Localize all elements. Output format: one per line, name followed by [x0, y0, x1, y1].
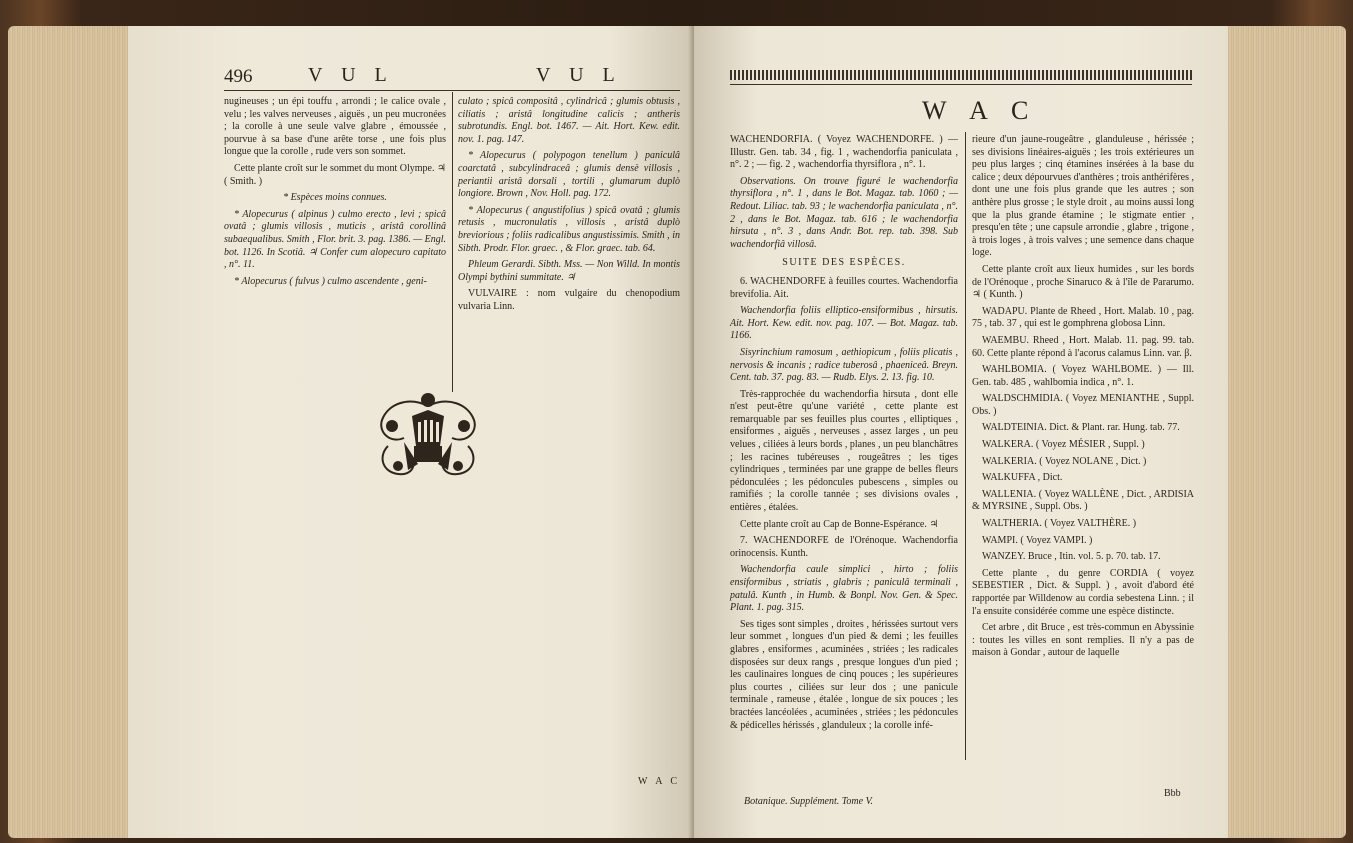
entry: WALDTEINIA. Dict. & Plant. rar. Hung. tab. 77. — [982, 422, 1180, 434]
left-column-2 — [458, 96, 680, 318]
entry: WAHLBOMIA. ( Voyez WAHLBOME. ) — Ill. Gen. tab. 485 , wahlbomia indica , n°. 1. — [972, 364, 1194, 388]
signature-mark: Bbb — [1164, 788, 1181, 799]
page-number: 496 — [224, 66, 253, 87]
catchword: W A C — [638, 776, 681, 787]
entry: WAMPI. ( Voyez VAMPI. ) — [982, 534, 1093, 546]
right-page-edges — [1228, 26, 1346, 838]
paragraph: culato ; spicâ compositâ , cylindricâ ; glumis obtusis , ciliatis ; aristâ longitudine calicis ; antheris subrotundis. Engl. bot. 1467. — Ait. Hort. Kew. edit. nov. 1. pag. 147. — [458, 96, 680, 145]
left-page-edges — [8, 26, 128, 838]
paragraph: Cette plante croît aux lieux humides , sur les bords de l'Orénoque , proche Sinaruco & à l'île de Pararumo. ♃ ( Kunth. ) — [972, 263, 1194, 301]
paragraph: Cette plante croît sur le sommet du mont Olympe. ♃ ( Smith. ) — [224, 162, 446, 187]
running-head-left: V U L — [308, 64, 394, 86]
column-divider — [452, 92, 453, 392]
right-column-2 — [972, 134, 1194, 664]
paragraph: Observations. On trouve figuré le wachendorfia thyrsiflora , n°. 1 , dans le Bot. Magaz. tab. 1060 ; — Redout. Liliac. tab. 93 ; le wachendorfia paniculata , n°. 2 , dans le Bot. Magaz. tab. 616 ; le wachendorfia hirsuta , n°. 3 , dans Andr. Bot. rep. tab. 398. Sub wachendorfiâ villosâ. — [730, 175, 958, 250]
page-footer: Botanique. Supplément. Tome V. — [744, 796, 873, 807]
entry: WALKERIA. ( Voyez NOLANE , Dict. ) — [982, 455, 1147, 467]
right-page — [694, 26, 1228, 838]
running-head: W A C — [922, 96, 1038, 125]
left-page — [128, 26, 694, 838]
left-column-1 — [224, 96, 446, 292]
paragraph: * Alopecurus ( alpinus ) culmo erecto , levi ; spicâ ovatâ ; glumis villosis , muticis , aristâ corollinâ subaequalibus. Smith , Flor. brit. 3. pag. 1386. — Engl. bot. 1126. In Scotiâ. ♃ Confer cum alopecuro capitato , n°. 11. — [224, 208, 446, 271]
header-ornament-line — [730, 84, 1192, 85]
paragraph: Cette plante croît au Cap de Bonne-Espérance. ♃ — [740, 518, 939, 530]
entry: WALDSCHMIDIA. ( Voyez MENIANTHE , Suppl. Obs. ) — [972, 393, 1194, 417]
paragraph: nugineuses ; un épi touffu , arrondi ; le calice ovale , velu ; les valves nerveuses , aiguës , un peu mucronées ; la corolle à une seule valve glabre , émoussée , pourvue à sa base d'une arête torse , une fois plus longue que la corolle , rude vers son sommet. — [224, 96, 446, 158]
paragraph: * Alopecurus ( polypogon tenellum ) paniculâ coarctatâ , subcylindraceâ ; glumis densè villosis , periantii aristâ dorsali , tortili , glumarum duplò longiore. Brown , Nov. Holl. pag. 172. — [458, 150, 680, 200]
paragraph: Sisyrinchium ramosum , aethiopicum , foliis plicatis , nervosis & incanis ; radice tuberosâ , phaeniceâ. Breyn. Cent. tab. 37. pag. 83. — Rudb. Elys. 2. 13. fig. 10. — [730, 346, 958, 384]
entry: WALKERA. ( Voyez MÉSIER , Suppl. ) — [982, 439, 1145, 451]
paragraph: Ses tiges sont simples , droites , hérissées surtout vers leur sommet , longues d'un pied & demi ; les feuilles glabres , ensiformes , acuminées , striées ; les radicales disposées sur deux rangs , presque longues d'un pied ; les caulinaires longues de cinq pouces ; les supérieures plus courtes , ciliées sur leur dos ; une panicule terminale , rameuse , étalée , longue de six pouces ; les bractées lancéolées , acuminées , striées ; les pédoncules & pédicelles hérissés , glanduleux ; la corolle infé- — [730, 618, 958, 731]
entry: WALLENIA. ( Voyez WALLÈNE , Dict. , ARDISIA & MYRSINE , Suppl. Obs. ) — [972, 488, 1194, 513]
header-ornament-band — [730, 70, 1192, 80]
paragraph: WACHENDORFIA. ( Voyez WACHENDORFE. ) — Illustr. Gen. tab. 34 , fig. 1 , wachendorfia paniculata , n°. 2 ; — fig. 2 , wachendorfia thyrsiflora , n°. 1. — [730, 134, 958, 171]
entry: WALTHERIA. ( Voyez VALTHÈRE. ) — [982, 518, 1137, 530]
paragraph: VULVAIRE : nom vulgaire du chenopodium vulvaria Linn. — [458, 288, 680, 312]
paragraph: * Alopecurus ( fulvus ) culmo ascendente , geni- — [234, 275, 427, 287]
running-head-right: V U L — [536, 64, 622, 86]
entry: WALKUFFA , Dict. — [982, 472, 1063, 484]
paragraph: 7. WACHENDORFE de l'Orénoque. Wachendorfia orinocensis. Kunth. — [730, 535, 958, 559]
paragraph: rieure d'un jaune-rougeâtre , glanduleuse , hérissée ; ses divisions linéaires-aiguës ; les trois extérieures un peu plus larges ; cinq étamines insérées à la base du calice ; deux dépourvues d'anthères ; trois anthérifères , dont une une fois plus grande que les autres ; son anthère plus grosse ; le style droit , au moins aussi long que la plus grande étamine ; le stigmate entier , presqu'en tête ; une capsule arrondie , glabre , trigone , à trois loges , à trois valves ; une semence dans chaque loge. — [972, 134, 1194, 259]
column-divider — [965, 132, 966, 760]
paragraph: Wachendorfia foliis elliptico-ensiformibus , hirsutis. Ait. Hort. Kew. edit. nov. pag. 107. — Bot. Magaz. tab. 1166. — [730, 305, 958, 342]
paragraph: Cette plante , du genre CORDIA ( voyez SEBESTIER , Dict. & Suppl. ) , avoit d'abord été rapportée par Willdenow au cordia sebestena Linn. ; il l'a ensuite considérée comme une espèce distincte. — [972, 567, 1194, 617]
header-rule — [224, 90, 680, 91]
right-column-1 — [730, 134, 958, 736]
paragraph: Wachendorfia caule simplici , hirto ; foliis ensiformibus , striatis , glabris ; paniculâ terminali , patulâ. Kunth , in Humb. & Bonpl. Nov. Gen. & Spec. Plant. 1. pag. 315. — [730, 564, 958, 614]
paragraph: 6. WACHENDORFE à feuilles courtes. Wachendorfia brevifolia. Ait. — [730, 275, 958, 300]
paragraph: Cet arbre , dit Bruce , est très-commun en Abyssinie : toutes les villes en sont remplies. Il n'y a pas de maison à Gondar , autour de laquelle — [972, 622, 1194, 659]
section-heading: * Espèces moins connues. — [283, 192, 387, 204]
fleuron-ornament — [368, 386, 488, 484]
entry: WANZEY. Bruce , Itin. vol. 5. p. 70. tab. 17. — [982, 551, 1161, 563]
entry: WAEMBU. Rheed , Hort. Malab. 11. pag. 99. tab. 60. Cette plante répond à l'acorus calamus Linn. var. β. — [972, 334, 1194, 359]
entry: WADAPU. Plante de Rheed , Hort. Malab. 10 , pag. 75 , tab. 37 , qui est le gomphrena globosa Linn. — [972, 305, 1194, 330]
paragraph: * Alopecurus ( angustifolius ) spicâ ovatâ ; glumis retusis , mucronulatis , villosis , aristâ duplò breviorious ; foliis radicalibus angustissimis. Smith , in Sibth. Prodr. Flor. graec. , & Flor. graec. tab. 64. — [458, 204, 680, 254]
section-heading: SUITE DES ESPÈCES. — [782, 257, 906, 269]
paragraph: Très-rapprochée du wachendorfia hirsuta , dont elle n'est peut-être qu'une variété , cette plante est remarquable par ses feuilles plus courtes , elliptiques , ensiformes , aiguës , nerveuses , assez larges , un peu velues , ciliées à leurs bords , planes , un peu blanchâtres ; les racines tubéreuses , rougeâtres ; les tiges cylindriques , terminées par une grappe de belles fleurs pédonculées ; les pédoncules pubescens , simples ou ramifiés ; la corolle tannée ; ses divisions ovales , entières , étalées. — [730, 388, 958, 514]
paragraph: Phleum Gerardi. Sibth. Mss. — Non Willd. In montis Olympi bythini summitate. ♃ — [458, 259, 680, 283]
